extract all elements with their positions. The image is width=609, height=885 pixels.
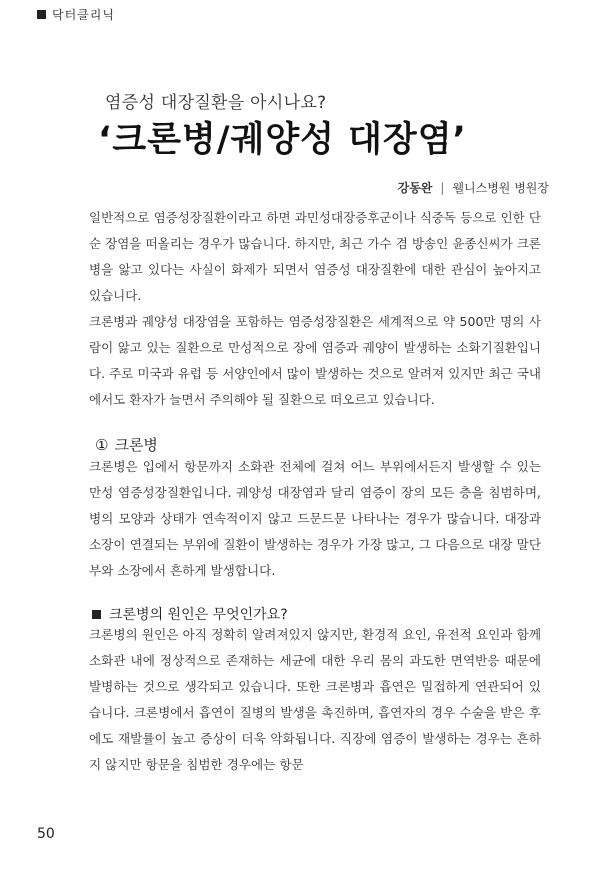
intro-paragraph-1: 일반적으로 염증성장질환이라고 하면 과민성대장증후군이나 식중독 등으로 인한 단순 장염을 떠올리는 경우가 많습니다. 하지만, 최근 가수 겸 방송인 윤종신씨가 크론병을 앓고 있다는 사실이 화제가 되면서 염증성 대장질환에 대한 관심이 높아지고 있습니다.: [89, 210, 541, 303]
section-title: 크론병의 원인은 무엇인가요?: [109, 607, 288, 623]
author-affiliation: 웰니스병원 병원장: [452, 181, 549, 195]
square-bullet-icon: [37, 10, 46, 19]
section-title: 크론병: [114, 436, 158, 454]
page-number: 50: [37, 826, 55, 842]
byline-separator: |: [440, 180, 445, 195]
article-title: ‘크론병/궤양성 대장염’: [98, 120, 467, 160]
section-number: ①: [95, 435, 109, 454]
article-kicker: 염증성 대장질환을 아시나요?: [105, 93, 327, 113]
cause-paragraph: 크론병의 원인은 아직 정확히 알려져있지 않지만, 환경적 요인, 유전적 요인과 함께 소화관 내에 정상적으로 존재하는 세균에 대한 우리 몸의 과도한 면역반응 때문에 발병하는 것으로 생각되고 있습니다. 또한 크론병과 흡연은 밀접하게 연관되어 있습니다. 크론병에서 흡연이 질병의 발생을 촉진하며, 흡연자의 경우 수술을 받은 후에도 재발률이 높고 증상이 더욱 악화됩니다. 직장에 염증이 발생하는 경우는 흔하지 않지만 항문을 침범한 경우에는 항문: [89, 627, 541, 772]
section-heading-cause: [92, 604, 288, 624]
section-heading-crohn: [95, 434, 158, 455]
crohn-paragraph: 크론병은 입에서 항문까지 소화관 전체에 걸쳐 어느 부위에서든지 발생할 수 있는 만성 염증성장질환입니다. 궤양성 대장염과 달리 염증이 장의 모든 층을 침범하며, 병의 모양과 상태가 연속적이지 않고 드문드문 나타나는 경우가 많습니다. 대장과 소장이 연결되는 부위에 질환이 발생하는 경우가 가장 많고, 그 다음으로 대장 말단부와 소장에서 흔하게 발생합니다.: [89, 459, 541, 578]
intro-paragraph-2: 크론병과 궤양성 대장염을 포함하는 염증성장질환은 세계적으로 약 500만 명의 사람이 앓고 있는 질환으로 만성적으로 장에 염증과 궤양이 발생하는 소화기질환입니다. 주로 미국과 유럽 등 서양인에서 많이 발생하는 것으로 알려져 있지만 최근 국내에서도 환자가 늘면서 주의해야 될 질환으로 떠오르고 있습니다.: [89, 314, 541, 407]
byline: [398, 179, 549, 196]
section-label: 닥터클리닉: [52, 8, 115, 22]
running-header: [37, 6, 115, 23]
square-bullet-icon: [92, 610, 101, 619]
author-name: 강동완: [397, 181, 433, 195]
